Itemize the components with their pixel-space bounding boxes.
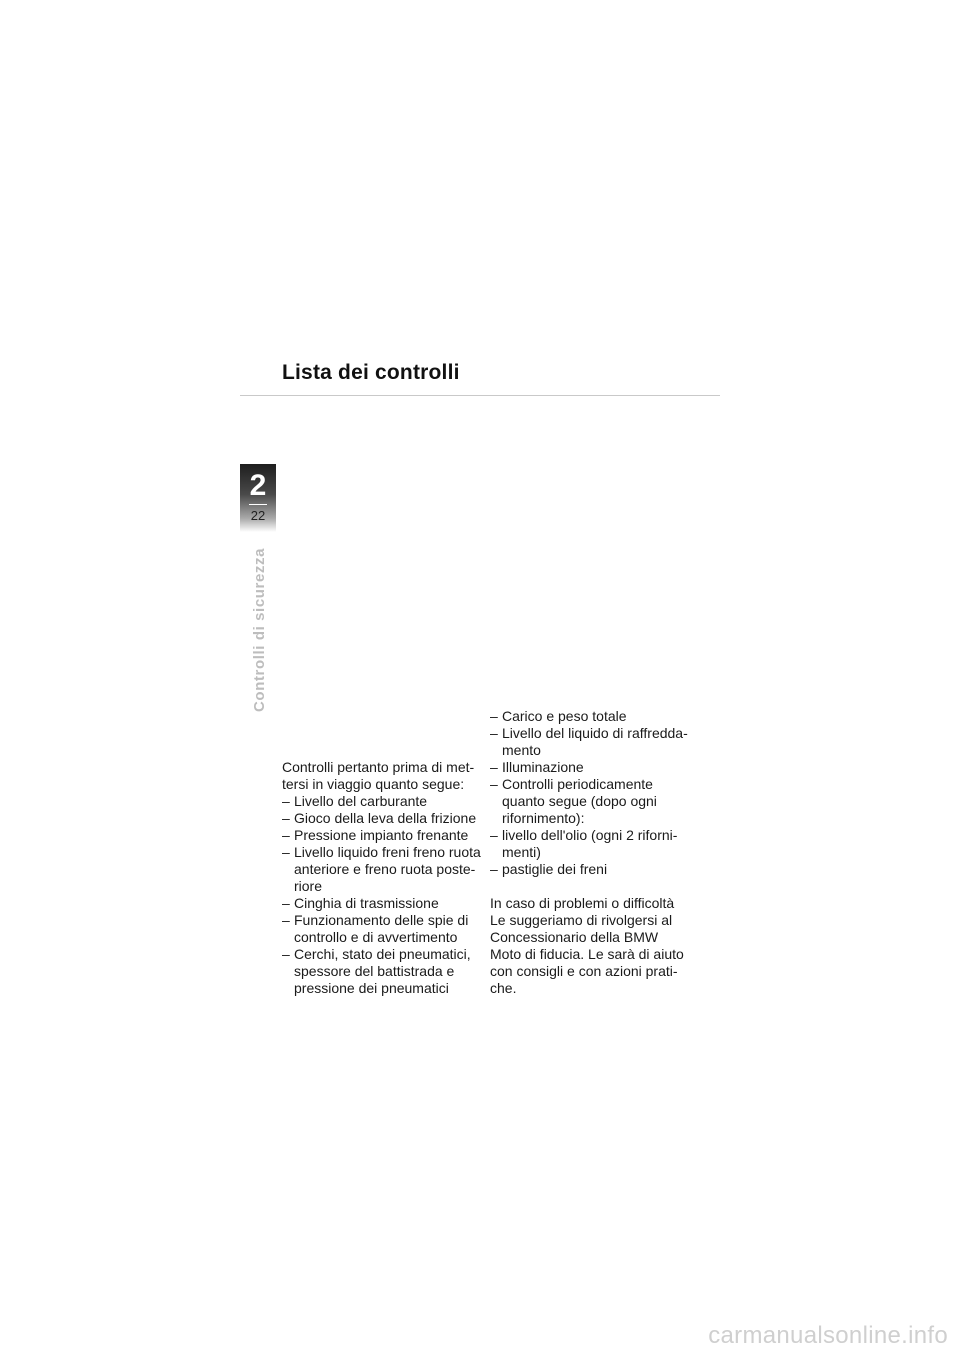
chapter-separator (249, 504, 267, 505)
intro-paragraph: Controlli pertanto prima di met-tersi in viaggio quanto segue: (282, 759, 475, 792)
page-title: Lista dei controlli (282, 361, 460, 384)
list-item: – pastiglie dei freni (490, 861, 690, 878)
list-item: – livello dell'olio (ogni 2 riforni-menti) (490, 827, 690, 861)
list-item: – Livello del carburante (282, 793, 482, 810)
list-item: – Livello del liquido di raffredda-mento (490, 725, 690, 759)
right-column (490, 708, 690, 997)
page-number: 22 (250, 508, 266, 523)
section-label: Controlli di sicurezza (251, 547, 268, 712)
header-divider (240, 395, 720, 396)
paragraph-gap (490, 878, 690, 895)
dealer-note: In caso di problemi o difficoltà Le suggeriamo di rivolgersi al Concessionario della BMW Moto di fiducia. Le sarà di aiuto con consigli e con azioni prati-che. (490, 895, 684, 996)
list-item: – Livello liquido freni freno ruota anteriore e freno ruota poste-riore (282, 844, 482, 895)
list-item: – Pressione impianto frenante (282, 827, 482, 844)
chapter-number: 2 (249, 469, 267, 502)
pre-ride-checklist (282, 793, 482, 997)
list-item: – Carico e peso totale (490, 708, 690, 725)
list-item: – Cinghia di trasmissione (282, 895, 482, 912)
list-item: – Controlli periodicamente quanto segue (dopo ogni rifornimento): (490, 776, 690, 827)
list-item: – Gioco della leva della frizione (282, 810, 482, 827)
chapter-tab (240, 464, 276, 532)
list-item: – Funzionamento delle spie di controllo e di avvertimento (282, 912, 482, 946)
list-item: – Cerchi, stato dei pneumatici, spessore del battistrada e pressione dei pneumatici (282, 946, 482, 997)
left-column (282, 759, 482, 997)
watermark-text: carmanualsonline.info (708, 1322, 948, 1349)
checklist-continued (490, 708, 690, 878)
list-item: – Illuminazione (490, 759, 690, 776)
